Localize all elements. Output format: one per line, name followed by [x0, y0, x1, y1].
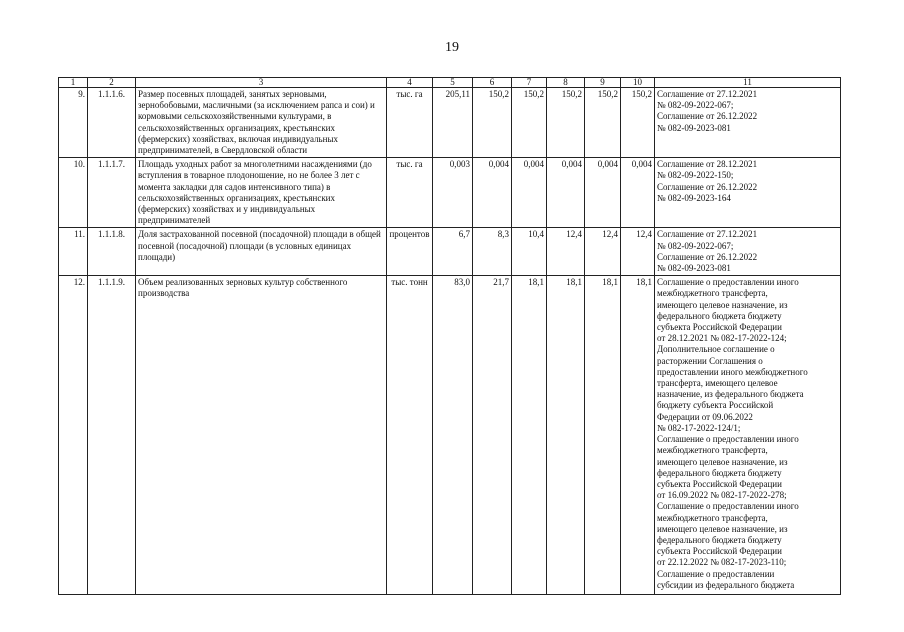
value-cell: 150,2 — [585, 88, 621, 158]
value-cell: 0,003 — [433, 158, 473, 228]
agreement-line: предоставлении иного межбюджетного — [657, 366, 808, 377]
row-code: 1.1.1.8. — [88, 228, 136, 276]
agreement-line: от 16.09.2022 № 082-17-2022-278; — [657, 490, 787, 501]
agreement-line: № 082-09-2022-150; — [657, 170, 734, 181]
indicators-table — [58, 77, 841, 595]
agreement-line: бюджету субъекта Российской — [657, 400, 774, 411]
agreement-line: № 082-09-2023-081 — [657, 263, 731, 274]
agreement-line: субъекта Российской Федерации — [657, 546, 782, 557]
agreement-line: Соглашение от 28.12.2021 — [657, 159, 758, 170]
indicator-name: Размер посевных площадей, занятых зерновыми, зернобобовыми, масличными (за исключением рапса и сои) и кормовыми сельскохозяйственными культурами, в сельскохозяйственных организациях, крестьянских (фермерских) хозяйствах, включая индивидуальных предпринимателей, в Свердловской области — [136, 88, 387, 158]
row-code: 1.1.1.7. — [88, 158, 136, 228]
agreement-cell — [655, 276, 841, 595]
value-cell: 150,2 — [621, 88, 655, 158]
agreement-line: Соглашение от 27.12.2021 — [657, 229, 758, 240]
agreement-line: Соглашение от 26.12.2022 — [657, 181, 758, 192]
header-cell: 1 — [59, 78, 88, 88]
table-row — [59, 276, 841, 595]
value-cell: 83,0 — [433, 276, 473, 595]
agreement-line: субъекта Российской Федерации — [657, 478, 782, 489]
value-cell: 205,11 — [433, 88, 473, 158]
agreement-cell — [655, 88, 841, 158]
value-cell: 12,4 — [621, 228, 655, 276]
agreement-line: назначение, из федерального бюджета — [657, 389, 804, 400]
agreement-line: Соглашение от 26.12.2022 — [657, 251, 758, 262]
value-cell: 0,004 — [473, 158, 512, 228]
unit: тыс. га — [387, 158, 433, 228]
indicator-name: Площадь уходных работ за многолетними насаждениями (до вступления в товарное плодоношение, но не более 3 лет с момента закладки для садов интенсивного типа) в сельскохозяйственных организациях, крестьянских (фермерских) хозяйствах и у индивидуальных предпринимателей — [136, 158, 387, 228]
agreement-line: от 22.12.2022 № 082-17-2023-110; — [657, 557, 787, 568]
header-cell: 4 — [387, 78, 433, 88]
page-number: 19 — [445, 40, 459, 55]
value-cell: 0,004 — [585, 158, 621, 228]
agreement-line: № 082-17-2022-124/1; — [657, 422, 741, 433]
agreement-line: Соглашение о предоставлении — [657, 568, 775, 579]
agreement-line: межбюджетного трансферта, — [657, 445, 768, 456]
header-cell: 8 — [547, 78, 585, 88]
agreement-line: Федерации от 09.06.2022 — [657, 411, 753, 422]
unit: тыс. тонн — [387, 276, 433, 595]
value-cell: 0,004 — [512, 158, 547, 228]
agreement-line: федерального бюджета бюджету — [657, 534, 782, 545]
row-number: 10. — [59, 158, 88, 228]
agreement-line: № 082-09-2023-164 — [657, 192, 731, 203]
agreement-line: Соглашение о предоставлении иного — [657, 501, 799, 512]
row-code: 1.1.1.6. — [88, 88, 136, 158]
row-number: 9. — [59, 88, 88, 158]
value-cell: 10,4 — [512, 228, 547, 276]
header-cell: 10 — [621, 78, 655, 88]
value-cell: 21,7 — [473, 276, 512, 595]
value-cell: 18,1 — [621, 276, 655, 595]
header-cell: 11 — [655, 78, 841, 88]
agreement-cell — [655, 158, 841, 228]
value-cell: 0,004 — [547, 158, 585, 228]
unit: процентов — [387, 228, 433, 276]
unit: тыс. га — [387, 88, 433, 158]
agreement-line: имеющего целевое назначение, из — [657, 456, 788, 467]
value-cell: 8,3 — [473, 228, 512, 276]
agreement-line: федерального бюджета бюджету — [657, 467, 782, 478]
agreement-line: субсидии из федерального бюджета — [657, 579, 795, 590]
agreement-line: субъекта Российской Федерации — [657, 322, 782, 333]
agreement-line: Соглашение от 26.12.2022 — [657, 111, 758, 122]
agreement-line: Дополнительное соглашение о — [657, 344, 775, 355]
header-cell: 6 — [473, 78, 512, 88]
value-cell: 150,2 — [512, 88, 547, 158]
agreement-line: от 28.12.2021 № 082-17-2022-124; — [657, 333, 787, 344]
row-number: 11. — [59, 228, 88, 276]
agreement-line: межбюджетного трансферта, — [657, 288, 768, 299]
agreement-line: № 082-09-2023-081 — [657, 122, 731, 133]
agreement-cell — [655, 228, 841, 276]
row-code: 1.1.1.9. — [88, 276, 136, 595]
agreement-line: федерального бюджета бюджету — [657, 310, 782, 321]
header-cell: 7 — [512, 78, 547, 88]
agreement-line: Соглашение о предоставлении иного — [657, 277, 799, 288]
agreement-line: имеющего целевое назначение, из — [657, 523, 788, 534]
agreement-line: имеющего целевое назначение, из — [657, 299, 788, 310]
value-cell: 150,2 — [473, 88, 512, 158]
header-cell: 2 — [88, 78, 136, 88]
value-cell: 12,4 — [585, 228, 621, 276]
table-row — [59, 158, 841, 228]
agreement-line: Соглашение о предоставлении иного — [657, 434, 799, 445]
agreement-line: № 082-09-2022-067; — [657, 100, 734, 111]
indicator-name: Доля застрахованной посевной (посадочной) площади в общей посевной (посадочной) площади (в условных единицах площади) — [136, 228, 387, 276]
header-cell: 9 — [585, 78, 621, 88]
agreement-line: трансферта, имеющего целевое — [657, 378, 778, 389]
value-cell: 18,1 — [547, 276, 585, 595]
value-cell: 0,004 — [621, 158, 655, 228]
agreement-line: № 082-09-2022-067; — [657, 240, 734, 251]
value-cell: 150,2 — [547, 88, 585, 158]
table-row — [59, 88, 841, 158]
row-number: 12. — [59, 276, 88, 595]
indicator-name: Объем реализованных зерновых культур собственного производства — [136, 276, 387, 595]
agreement-line: Соглашение от 27.12.2021 — [657, 89, 758, 99]
value-cell: 6,7 — [433, 228, 473, 276]
agreement-line: расторжении Соглашения о — [657, 355, 763, 366]
value-cell: 18,1 — [585, 276, 621, 595]
agreement-line: межбюджетного трансферта, — [657, 512, 768, 523]
value-cell: 12,4 — [547, 228, 585, 276]
table-row — [59, 228, 841, 276]
header-cell: 5 — [433, 78, 473, 88]
header-cell: 3 — [136, 78, 387, 88]
header-row — [59, 78, 841, 88]
value-cell: 18,1 — [512, 276, 547, 595]
